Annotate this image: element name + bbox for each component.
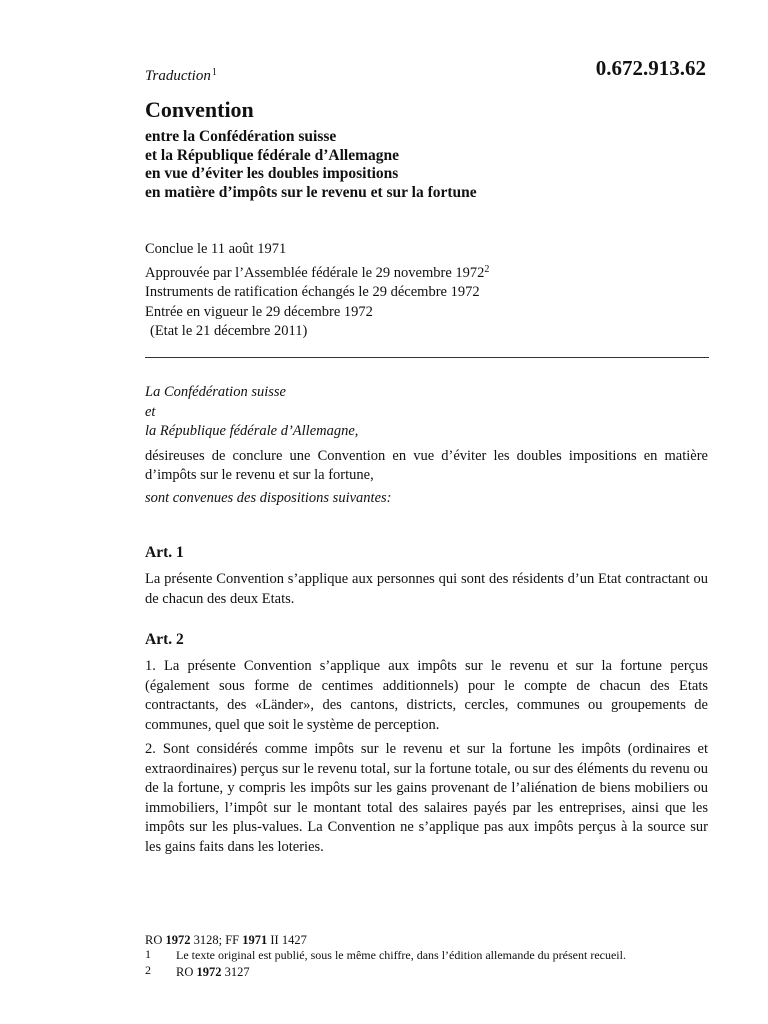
translation-text: Traduction	[145, 68, 211, 84]
article-paragraph: 1. La présente Convention s’applique aux impôts sur le revenu et sur la fortune perçus (également sous forme de centimes additionnels) pour le compte de chacun des Etats contractants, des «Länder», des cantons, districts, cercles, communes ou groupements de communes, quel que soit le système de perception.	[145, 658, 708, 733]
subtitle-line: entre la Confédération suisse	[145, 128, 337, 145]
article-1-body	[145, 570, 708, 614]
subtitle-line: en matière d’impôts sur le revenu et sur la fortune	[145, 183, 477, 201]
translation-label	[145, 67, 217, 85]
fn2-ro: RO	[176, 965, 197, 979]
preamble-desire: désireuses de conclure une Convention en vue d’éviter les doubles impositions en matière d’impôts sur le revenu et sur la fortune,	[145, 447, 708, 483]
article-paragraph: 2. Sont considérés comme impôts sur le revenu et sur la fortune les impôts (ordinaires et extraordinaires) perçus sur le revenu total, sur la fortune totale, ou sur des éléments du revenu ou de la fortune, y compris les impôts sur les gains provenant de l’aliénation de biens mobiliers ou immobiliers, l’impôt sur le montant total des salaires payés par les entreprises, ainsi que les impôts sur les plus-values. La Convention ne s’applique pas aux impôts perçus à la source sur les gains faits dans les loteries.	[145, 741, 708, 855]
preamble-and: et	[145, 403, 156, 420]
meta-etat: (Etat le 21 décembre 2011)	[150, 323, 308, 339]
footnote-text	[176, 965, 708, 979]
meta-conclue: Conclue le 11 août 1971	[145, 241, 287, 257]
preamble-agreed: sont convenues des dispositions suivantes:	[145, 489, 392, 506]
footnote-number: 1	[145, 947, 151, 961]
article-2-heading: Art. 2	[145, 631, 184, 648]
article-2-body	[145, 657, 708, 862]
footnote-ref-1[interactable]: 1	[211, 67, 217, 78]
fn2-page: 3127	[221, 965, 250, 979]
header-divider	[145, 357, 709, 358]
src-ro: RO	[145, 933, 166, 947]
document-title: Convention	[145, 97, 254, 122]
source-reference	[145, 933, 708, 947]
article-paragraph: La présente Convention s’applique aux personnes qui sont des résidents d’un Etat contractant ou de chacun des deux Etats.	[145, 571, 708, 607]
preamble	[145, 383, 708, 508]
footnotes	[145, 933, 708, 982]
footnote-number: 2	[145, 963, 151, 977]
footnote-ref-2[interactable]: 2	[484, 263, 490, 275]
footnote-1	[145, 949, 708, 962]
footnote-2	[145, 965, 708, 979]
fn2-year: 1972	[196, 965, 222, 979]
preamble-party-2: la République fédérale d’Allemagne,	[145, 423, 359, 439]
src-ff-num: II 1427	[267, 933, 307, 947]
meta-instruments: Instruments de ratification échangés le 29 décembre 1972	[145, 284, 480, 300]
meta-approuvee-text: Approuvée par l’Assemblée fédérale le 29 novembre 1972	[145, 264, 485, 281]
src-ff-year: 1971	[242, 933, 268, 947]
article-1-heading: Art. 1	[145, 544, 184, 561]
sr-number: 0.672.913.62	[595, 56, 706, 80]
document-metadata	[145, 240, 489, 342]
meta-approuvee	[145, 260, 489, 284]
src-ro-num: 3128; FF	[190, 933, 243, 947]
src-ro-year: 1972	[165, 933, 191, 947]
preamble-party-1: La Confédération suisse	[145, 384, 286, 400]
subtitle-line: en vue d’éviter les doubles impositions	[145, 165, 399, 182]
subtitle-line: et la République fédérale d’Allemagne	[145, 146, 400, 164]
footnote-text: Le texte original est publié, sous le même chiffre, dans l’édition allemande du présent recueil.	[176, 948, 626, 962]
document-subtitle	[145, 128, 477, 202]
meta-entree: Entrée en vigueur le 29 décembre 1972	[145, 303, 373, 320]
